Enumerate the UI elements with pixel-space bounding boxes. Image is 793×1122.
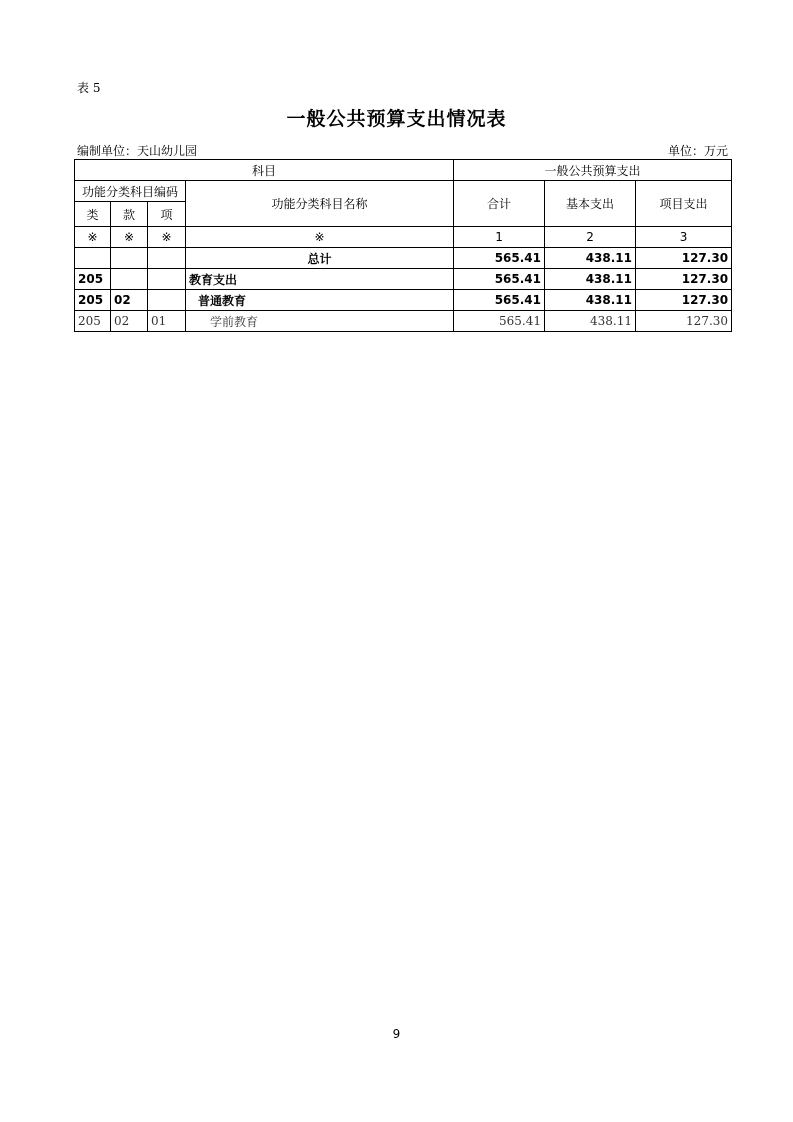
cell-project: 127.30 <box>636 311 732 332</box>
cell-xiang <box>148 248 186 269</box>
cell-name: 普通教育 <box>186 290 454 311</box>
cell-xiang: 01 <box>148 311 186 332</box>
header-total: 合计 <box>454 181 545 227</box>
cell-kuan <box>111 269 148 290</box>
header-row-1 <box>75 160 732 181</box>
marker-row <box>75 227 732 248</box>
cell-lei: 205 <box>75 269 111 290</box>
table-row <box>75 290 732 311</box>
cell-lei: 205 <box>75 311 111 332</box>
table-row <box>75 248 732 269</box>
cell-name: 学前教育 <box>186 311 454 332</box>
cell-basic: 438.11 <box>545 311 636 332</box>
cell-total: 565.41 <box>454 248 545 269</box>
marker-cell: 3 <box>636 227 732 248</box>
page-title: 一般公共预算支出情况表 <box>286 108 507 130</box>
unit-label: 单位：万元 <box>667 144 728 158</box>
cell-xiang <box>148 290 186 311</box>
cell-kuan <box>111 248 148 269</box>
cell-project: 127.30 <box>636 269 732 290</box>
table-row <box>75 311 732 332</box>
header-xiang: 项 <box>148 202 186 227</box>
cell-basic: 438.11 <box>545 269 636 290</box>
marker-cell: ※ <box>186 227 454 248</box>
budget-table <box>74 159 732 332</box>
cell-project: 127.30 <box>636 290 732 311</box>
header-project: 项目支出 <box>636 181 732 227</box>
cell-kuan: 02 <box>111 290 148 311</box>
cell-total: 565.41 <box>454 269 545 290</box>
page-number: 9 <box>392 1027 401 1041</box>
marker-cell: 2 <box>545 227 636 248</box>
cell-name: 总计 <box>186 248 454 269</box>
header-kuan: 款 <box>111 202 148 227</box>
cell-lei <box>75 248 111 269</box>
marker-cell: 1 <box>454 227 545 248</box>
cell-total: 565.41 <box>454 311 545 332</box>
header-code: 功能分类科目编码 <box>75 181 186 202</box>
cell-kuan: 02 <box>111 311 148 332</box>
header-budget: 一般公共预算支出 <box>454 160 732 181</box>
header-row-2 <box>75 181 732 202</box>
cell-xiang <box>148 269 186 290</box>
cell-basic: 438.11 <box>545 290 636 311</box>
header-lei: 类 <box>75 202 111 227</box>
header-basic: 基本支出 <box>545 181 636 227</box>
table-label: 表 5 <box>77 81 101 95</box>
cell-name: 教育支出 <box>186 269 454 290</box>
header-subject: 科目 <box>75 160 454 181</box>
cell-lei: 205 <box>75 290 111 311</box>
marker-cell: ※ <box>148 227 186 248</box>
header-name: 功能分类科目名称 <box>186 181 454 227</box>
cell-basic: 438.11 <box>545 248 636 269</box>
cell-project: 127.30 <box>636 248 732 269</box>
table-row <box>75 269 732 290</box>
marker-cell: ※ <box>75 227 111 248</box>
cell-total: 565.41 <box>454 290 545 311</box>
organization-label: 编制单位：天山幼儿园 <box>77 144 198 158</box>
marker-cell: ※ <box>111 227 148 248</box>
